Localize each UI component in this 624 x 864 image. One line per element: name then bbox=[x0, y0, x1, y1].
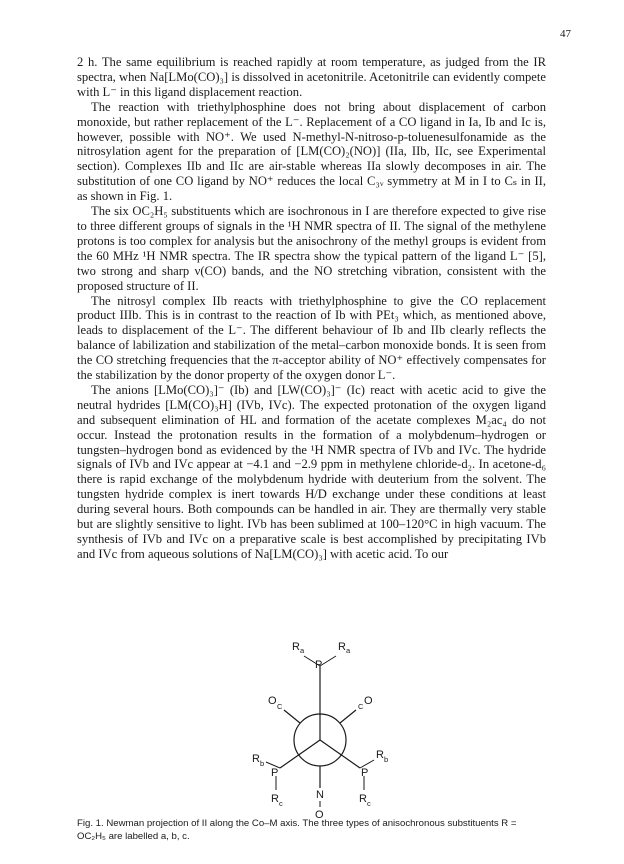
label-ra-right: R bbox=[338, 641, 346, 653]
label-p-left: P bbox=[271, 767, 279, 779]
label-rb-right-sub: b bbox=[384, 755, 389, 764]
label-p-right: P bbox=[361, 767, 369, 779]
bond-right-p bbox=[320, 740, 360, 768]
newman-projection-diagram bbox=[240, 630, 400, 820]
paragraph: 2 h. The same equilibrium is reached rapidly at room temperature, as judged from the IR spectra, when Na[LMo(CO)₃] is dissolved in acetonitrile. Acetonitrile can evidently compete with L⁻ in this ligand displacement reaction. bbox=[77, 55, 546, 99]
bond-left-co bbox=[284, 710, 300, 723]
label-rb-left: R bbox=[252, 753, 260, 765]
paragraph: The nitrosyl complex IIb reacts with triethylphosphine to give the CO replacement product IIIb. This is in contrast to the reaction of Ib with PEt₃ which, as mentioned above, leads to displacement of the L⁻. The different behaviour of Ib and IIb clearly reflects the balance of labilization and stabilization of the metal–carbon monoxide bonds. It is seen from the CO stretching frequencies that the π-acceptor ability of NO⁺ effectively compensates for the stabilization by the donor property of the oxygen donor L⁻. bbox=[77, 293, 546, 383]
label-ra-left-sub: a bbox=[300, 646, 305, 655]
label-rc-right-sub: c bbox=[367, 799, 371, 808]
paragraph: The reaction with triethylphosphine does not bring about displacement of carbon monoxide, but rather replacement of the L⁻. Replacement of a CO ligand in Ia, Ib and Ic is, however, possible with NO⁺. We used N-methyl-N-nitroso-p-toluenesulfonamide as the nitrosylation agent for the preparation of [LM(CO)₂(NO)] (IIa, IIb, IIc, see Experimental section). Complexes IIb and IIc are air-stable whereas IIa slowly decomposes in air. The substitution of one CO ligand by NO⁺ reduces the local C₃ᵥ symmetry at M in I to Cₛ in II, as shown in Fig. 1. bbox=[77, 99, 546, 204]
label-n: N bbox=[316, 789, 324, 801]
label-o: O bbox=[315, 809, 324, 820]
label-rb-left-sub: b bbox=[260, 759, 265, 768]
figure-caption: Fig. 1. Newman projection of II along the Co–M axis. The three types of anisochronous substituents R = OC₂H₅ are labelled a, b, c. bbox=[77, 818, 517, 842]
page-number: 47 bbox=[560, 28, 571, 40]
paragraph: The six OC₂H₅ substituents which are isochronous in I are therefore expected to give rise to three different groups of signals in the ¹H NMR spectra of II. The signal of the methylene protons is too complex for analysis but the anisochrony of the methyl groups is evident from the 60 MHz ¹H NMR spectra. The IR spectra show the typical pattern of the ligand L⁻ [5], two strong and sharp ν(CO) bands, and the NO stretching vibration, consistent with the proposed structure of II. bbox=[77, 204, 546, 293]
bond-left-p bbox=[280, 740, 320, 768]
newman-projection-figure bbox=[240, 630, 400, 820]
label-rc-left-sub: c bbox=[279, 799, 283, 808]
bond-right-co bbox=[340, 710, 356, 723]
label-oc-c: C bbox=[277, 702, 283, 711]
label-rc-right: R bbox=[359, 793, 367, 805]
label-p-top: P bbox=[315, 659, 323, 671]
label-co-o: O bbox=[364, 695, 373, 707]
label-ra-left: R bbox=[292, 641, 300, 653]
bond-ra-right bbox=[320, 656, 336, 666]
label-co-c: C bbox=[358, 702, 364, 711]
paragraph: The anions [LMo(CO)₃]⁻ (Ib) and [LW(CO)₃]⁻ (Ic) react with acetic acid to give the neutral hydrides [LM(CO)₃H] (IVb, IVc). The expected protonation of the oxygen ligand and subsequent elimination of HL and formation of the acetate complexes M₂ac₄ do not occur. Instead the protonation results in the formation of a molybdenum–hydrogen or tungsten–hydrogen bond as evidenced by the ¹H NMR spectra of IVb and IVc. The hydride signals of IVb and IVc appear at −4.1 and −2.9 ppm in methylene chloride-d₂. In acetone-d₆ there is rapid exchange of the molybdenum hydride with deuterium from the solvent. The tungsten hydride complex is inert towards H/D exchange under these conditions at least during several hours. Both compounds can be handled in air. They are thermally very stable but are slightly sensitive to light. IVb has been sublimed at 100–120°C in high vacuum. The synthesis of IVb and IVc on a preparative scale is best accomplished by precipitating IVb and IVc from aqueous solutions of Na[LM(CO)₃] with acetic acid. To our bbox=[77, 382, 546, 561]
article-body bbox=[77, 55, 546, 562]
label-oc-o: O bbox=[268, 695, 277, 707]
label-rb-right: R bbox=[376, 749, 384, 761]
label-rc-left: R bbox=[271, 793, 279, 805]
label-ra-right-sub: a bbox=[346, 646, 351, 655]
